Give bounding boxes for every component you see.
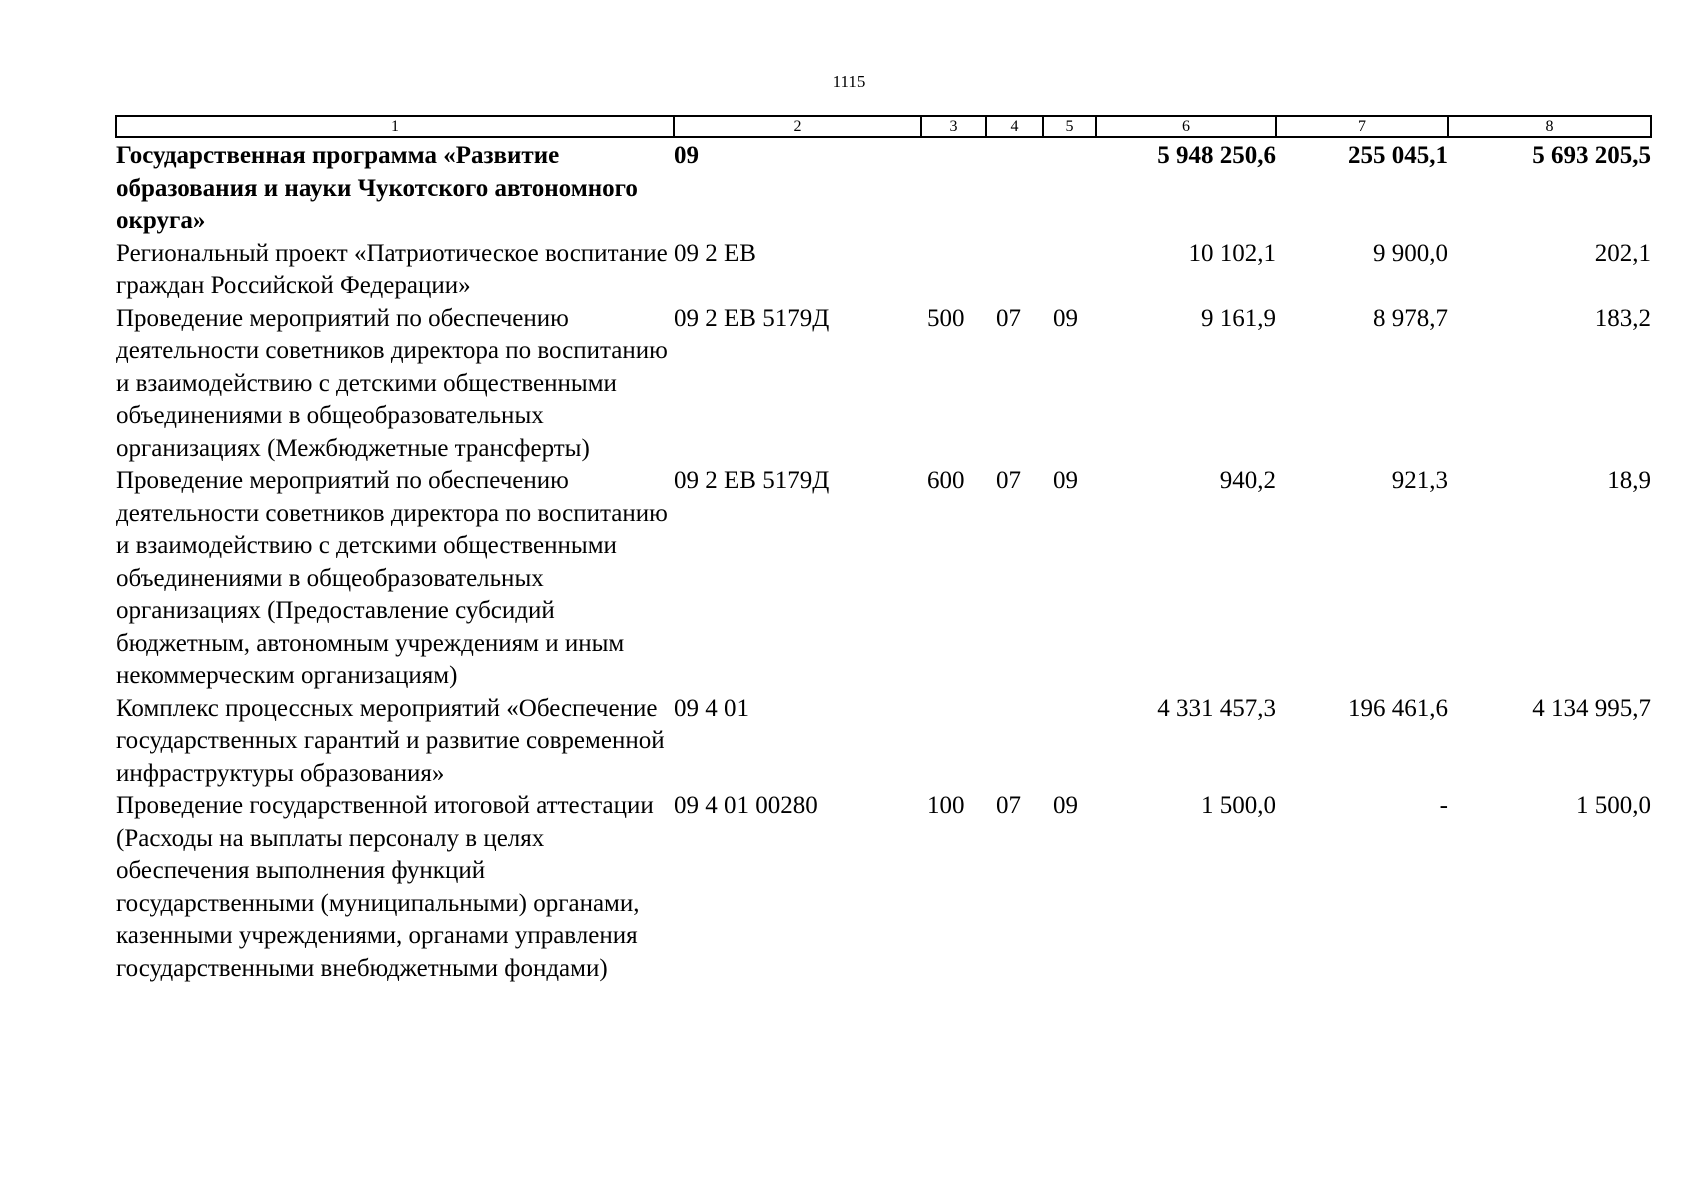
table-row: [116, 137, 1651, 238]
table-row: [116, 238, 1651, 303]
row-regional: 4 134 995,7: [1532, 694, 1651, 722]
row-federal: 921,3: [1391, 467, 1448, 494]
row-regional: 5 693 205,5: [1532, 142, 1651, 169]
row-total: 1 500,0: [1201, 792, 1276, 819]
budget-table: [115, 115, 1652, 985]
row-pr: 09: [1053, 467, 1078, 494]
row-code: 09 4 01: [674, 694, 749, 722]
row-vid: 500: [927, 304, 965, 332]
table-row: [116, 693, 1651, 791]
table-row: [116, 465, 1651, 693]
row-code: 09 2 ЕВ 5179Д: [674, 304, 830, 332]
row-rz: [986, 137, 1043, 238]
row-pr: 09: [1053, 792, 1078, 819]
row-pr: 09: [1053, 304, 1078, 332]
row-code: 09 2 ЕВ 5179Д: [674, 467, 830, 494]
row-code: 09: [674, 142, 699, 169]
row-federal: 9 900,0: [1373, 239, 1448, 267]
column-number-5: 5: [1043, 116, 1096, 137]
row-code: 09 4 01 00280: [674, 792, 818, 819]
page-number: 1115: [832, 72, 866, 91]
row-federal: 255 045,1: [1348, 142, 1448, 169]
row-pr: [1043, 693, 1096, 791]
row-vid: [921, 238, 986, 303]
row-code: 09 2 ЕВ: [674, 239, 756, 267]
row-name: Государственная программа «Развитие образования и науки Чукотского автономного округа»: [116, 142, 638, 234]
column-number-2: 2: [674, 116, 921, 137]
row-pr: [1043, 238, 1096, 303]
row-rz: 07: [996, 304, 1021, 332]
row-name: Проведение мероприятий по обеспечению деятельности советников директора по воспитанию и взаимодействию с детскими общественными объединениями в общеобразовательных организациях (Межбюджетные трансферты): [116, 304, 668, 462]
row-total: 940,2: [1219, 467, 1276, 494]
row-total: 9 161,9: [1201, 304, 1276, 332]
row-federal: -: [1439, 792, 1448, 819]
row-rz: 07: [996, 467, 1021, 494]
row-vid: 600: [927, 467, 965, 494]
column-number-1: 1: [116, 116, 674, 137]
table-row: [116, 303, 1651, 466]
row-total: 5 948 250,6: [1157, 142, 1276, 169]
row-total: 10 102,1: [1188, 239, 1276, 267]
row-federal: 196 461,6: [1348, 694, 1448, 722]
row-name: Региональный проект «Патриотическое воспитание граждан Российской Федерации»: [116, 239, 668, 299]
column-number-8: 8: [1448, 116, 1651, 137]
row-name: Комплекс процессных мероприятий «Обеспечение государственных гарантий и развитие современной инфраструктуры образования»: [116, 694, 665, 787]
row-vid: 100: [927, 792, 965, 819]
row-pr: [1043, 137, 1096, 238]
column-number-6: 6: [1096, 116, 1276, 137]
table-row: [116, 790, 1651, 985]
row-total: 4 331 457,3: [1157, 694, 1276, 722]
row-regional: 202,1: [1594, 239, 1651, 267]
row-vid: [921, 137, 986, 238]
row-name: Проведение государственной итоговой аттестации (Расходы на выплаты персоналу в целях обеспечения выполнения функций государственными (муниципальными) органами, казенными учреждениями, органами управления государственными внебюджетными фондами): [116, 792, 654, 982]
row-rz: [986, 693, 1043, 791]
row-rz: [986, 238, 1043, 303]
row-regional: 1 500,0: [1576, 792, 1651, 819]
row-rz: 07: [996, 792, 1021, 819]
row-name: Проведение мероприятий по обеспечению деятельности советников директора по воспитанию и взаимодействию с детскими общественными объединениями в общеобразовательных организациях (Предоставление субсидий бюджетным, автономным учреждениям и иным некоммерческим организациям): [116, 467, 668, 689]
column-number-3: 3: [921, 116, 986, 137]
row-regional: 183,2: [1594, 304, 1651, 332]
table-header-row: [116, 116, 1651, 137]
column-number-7: 7: [1276, 116, 1448, 137]
column-number-4: 4: [986, 116, 1043, 137]
row-regional: 18,9: [1607, 467, 1651, 494]
row-vid: [921, 693, 986, 791]
row-federal: 8 978,7: [1373, 304, 1448, 332]
